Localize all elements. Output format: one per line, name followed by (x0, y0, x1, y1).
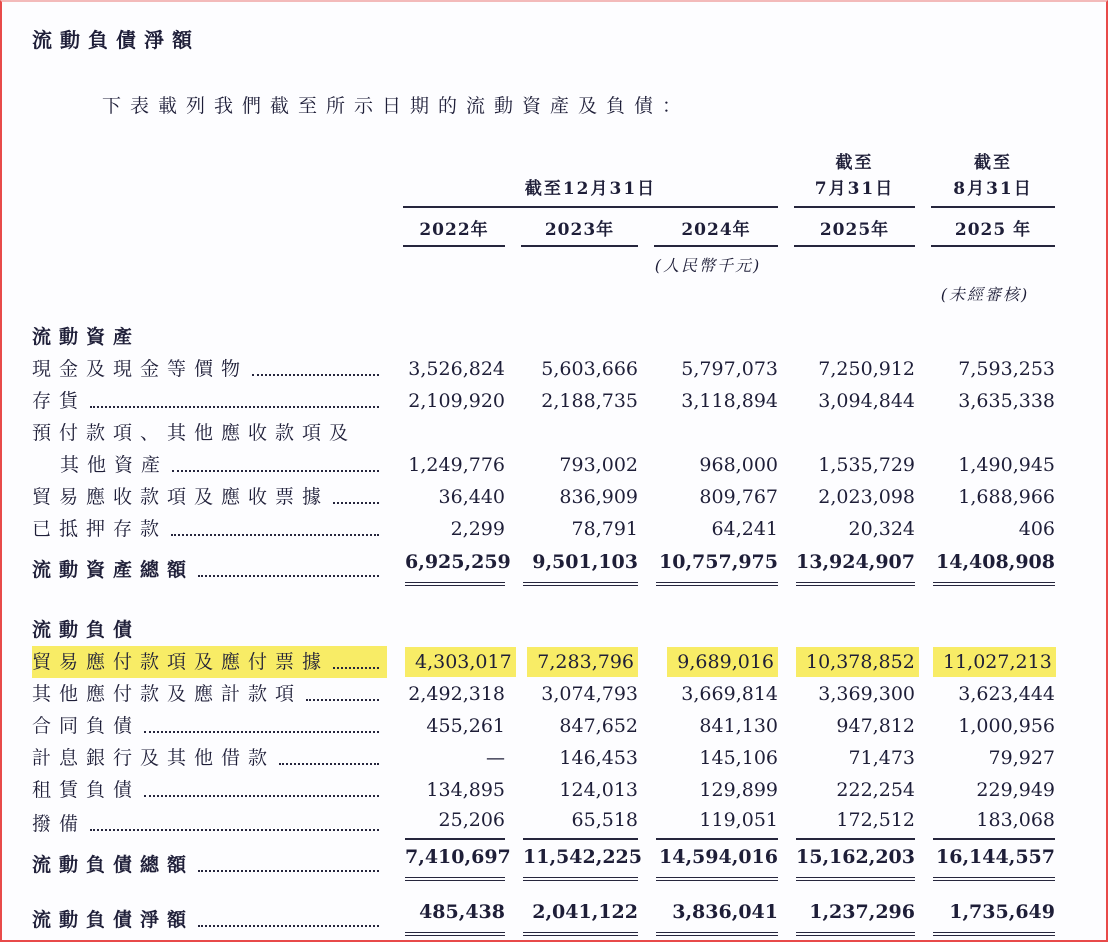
table-header-unit-note-row (32, 253, 1057, 276)
column-group-jul31 (794, 150, 915, 208)
value-cell (638, 449, 778, 481)
value-cell (387, 774, 505, 806)
value-text: 7,250,912 (818, 358, 915, 380)
value-text: 229,949 (976, 779, 1055, 801)
value-cell (915, 449, 1055, 481)
value-cell (778, 449, 915, 481)
value-text: 3,094,844 (818, 390, 915, 412)
dot-leader (144, 795, 379, 797)
column-group-aug31-line1: 截至 (974, 153, 1012, 173)
spacer-row (32, 590, 1057, 614)
value-text: 4,303,017 (405, 647, 516, 677)
row-label (32, 353, 387, 385)
value-cell (387, 806, 505, 840)
row-label-text: 流動資產總額 (32, 559, 195, 581)
value-cell (505, 481, 638, 513)
value-cell (387, 481, 505, 513)
value-cell (778, 513, 915, 545)
value-cell (387, 513, 505, 545)
table-row (32, 806, 1057, 840)
value-cell (778, 547, 915, 586)
value-cell (915, 806, 1055, 840)
dot-leader (333, 667, 379, 669)
value-cell (387, 353, 505, 385)
value-text: 64,241 (711, 518, 778, 540)
value-text: 11,542,225 (523, 846, 642, 868)
value-text: 5,603,666 (541, 358, 638, 380)
value-cell (638, 385, 778, 417)
value-cell (638, 842, 778, 881)
table-body (32, 321, 1057, 936)
value-cell (638, 678, 778, 710)
value-cell (915, 385, 1055, 417)
value-text: 968,000 (699, 454, 778, 476)
value-text: 20,324 (848, 518, 915, 540)
value-text: 14,408,908 (936, 551, 1055, 573)
row-label (32, 385, 387, 417)
dot-leader (90, 406, 379, 408)
value-cell (387, 742, 505, 774)
value-cell (638, 353, 778, 385)
value-cell (387, 449, 505, 481)
value-text: 1,249,776 (408, 454, 505, 476)
table-row (32, 385, 1057, 417)
value-text: 78,791 (571, 518, 638, 540)
value-text: 3,635,338 (958, 390, 1055, 412)
dot-leader (144, 731, 379, 733)
column-group-jul31-line2: 7月31日 (814, 179, 895, 199)
row-label (32, 742, 387, 774)
value-cell (778, 806, 915, 840)
value-cell (778, 842, 915, 881)
row-label-text: 計息銀行及其他借款 (32, 747, 276, 769)
dot-leader (198, 575, 379, 577)
row-label (32, 678, 387, 710)
section-header-row (32, 614, 1057, 646)
value-text: 134,895 (426, 779, 505, 801)
value-text: 3,074,793 (541, 683, 638, 705)
row-label-text: 流動資產 (32, 326, 141, 348)
value-text: 10,378,852 (796, 647, 919, 677)
value-cell (505, 774, 638, 806)
value-text: 809,767 (699, 486, 778, 508)
value-text: 3,118,894 (681, 390, 778, 412)
value-cell (915, 646, 1055, 678)
dot-leader (198, 925, 379, 927)
row-label-text: 現金及現金等價物 (32, 358, 249, 380)
value-cell (915, 353, 1055, 385)
value-text: 406 (1018, 518, 1055, 540)
value-cell (778, 774, 915, 806)
value-text: 7,410,697 (405, 846, 511, 868)
value-cell (778, 385, 915, 417)
value-cell (638, 547, 778, 586)
table-row (32, 547, 1057, 586)
column-group-dec31 (403, 150, 778, 208)
value-cell (387, 897, 505, 936)
value-text: 793,002 (559, 454, 638, 476)
table-row (32, 646, 1057, 678)
value-text: 172,512 (836, 809, 915, 831)
row-label-text: 撥備 (32, 813, 87, 835)
value-cell (505, 842, 642, 881)
row-label-text: 流動負債淨額 (32, 909, 195, 931)
value-text: 1,688,966 (958, 486, 1055, 508)
column-header-2022: 2022年 (403, 215, 505, 247)
value-cell (915, 742, 1055, 774)
value-text: 947,812 (836, 715, 915, 737)
value-text: 124,013 (559, 779, 638, 801)
value-text: 5,797,073 (681, 358, 778, 380)
value-text: 1,490,945 (958, 454, 1055, 476)
value-text: 145,106 (699, 747, 778, 769)
value-cell (638, 513, 778, 545)
row-label-text: 其他應付款及應計款項 (32, 683, 303, 705)
column-group-aug31-line2: 8月31日 (953, 179, 1033, 199)
value-text: 9,501,103 (532, 551, 638, 573)
row-label-text: 存貨 (32, 390, 87, 412)
section-header-row (32, 321, 1057, 353)
table-row (32, 481, 1057, 513)
value-cell (505, 710, 638, 742)
column-header-2023: 2023年 (521, 215, 638, 247)
table-row (32, 449, 1057, 481)
value-text: 1,735,649 (949, 901, 1055, 923)
value-cell (638, 742, 778, 774)
value-cell (778, 678, 915, 710)
value-cell (505, 646, 638, 678)
value-cell (505, 806, 638, 840)
value-cell (505, 513, 638, 545)
value-cell (778, 742, 915, 774)
table-header-years (32, 215, 1057, 247)
dot-leader (172, 470, 379, 472)
value-cell (778, 481, 915, 513)
row-label (32, 806, 387, 840)
value-cell (387, 547, 511, 586)
value-text: 7,283,796 (527, 647, 638, 677)
row-label (32, 646, 387, 678)
table-row (32, 678, 1057, 710)
value-cell (915, 481, 1055, 513)
dot-leader (279, 763, 379, 765)
dot-leader (198, 870, 379, 872)
value-text: 3,526,824 (408, 358, 505, 380)
header-gap (32, 305, 1057, 321)
value-text: 6,925,259 (405, 551, 511, 573)
value-cell (778, 897, 915, 936)
dot-leader (90, 829, 379, 831)
value-text: 71,473 (848, 747, 915, 769)
value-cell (915, 547, 1055, 586)
value-text: 79,927 (988, 747, 1055, 769)
value-cell (505, 547, 638, 586)
value-cell (915, 513, 1055, 545)
value-text: 847,652 (559, 715, 638, 737)
current-assets-liabilities-table (32, 150, 1057, 936)
table-row (32, 742, 1057, 774)
row-label-text: 租賃負債 (32, 779, 141, 801)
row-label (32, 897, 387, 936)
value-cell (915, 842, 1055, 881)
header-empty-cell (32, 150, 387, 208)
dot-leader (306, 699, 379, 701)
value-cell (915, 710, 1055, 742)
value-text: 146,453 (559, 747, 638, 769)
value-cell (778, 710, 915, 742)
value-cell (915, 897, 1055, 936)
value-text: 222,254 (836, 779, 915, 801)
row-label (32, 710, 387, 742)
unaudited-note: (未經審核) (940, 285, 1030, 304)
row-label (32, 547, 387, 586)
table-header-groups (32, 150, 1057, 208)
row-label-text: 貿易應收款項及應收票據 (32, 486, 330, 508)
dot-leader (252, 374, 379, 376)
row-label (32, 513, 387, 545)
value-cell (915, 678, 1055, 710)
value-text: 2,492,318 (408, 683, 505, 705)
value-text: 13,924,907 (796, 551, 915, 573)
value-text: 2,041,122 (532, 901, 638, 923)
value-text: 2,299 (450, 518, 505, 540)
page-title: 流動負債淨額 (32, 28, 200, 52)
value-cell (638, 710, 778, 742)
dot-leader (171, 534, 379, 536)
value-cell (638, 806, 778, 840)
value-text: 1,535,729 (818, 454, 915, 476)
row-label-text: 流動負債 (32, 619, 141, 641)
value-text: 2,109,920 (408, 390, 505, 412)
row-label-text: 預付款項、其他應收款項及 (32, 422, 357, 444)
value-cell (387, 710, 505, 742)
row-label (32, 321, 1055, 353)
row-label (32, 774, 387, 806)
value-cell (505, 897, 638, 936)
value-text: 14,594,016 (659, 846, 778, 868)
row-label-text: 已抵押存款 (32, 518, 168, 540)
value-cell (778, 646, 915, 678)
value-text: 1,237,296 (809, 901, 915, 923)
value-text: 16,144,557 (936, 846, 1055, 868)
row-label (32, 842, 387, 881)
value-text: 36,440 (438, 486, 505, 508)
table-header-unaudited-row (32, 276, 1057, 305)
value-cell (638, 774, 778, 806)
value-cell (505, 449, 638, 481)
value-cell (387, 385, 505, 417)
value-text: — (486, 747, 505, 769)
table-row (32, 710, 1057, 742)
value-text: 119,051 (699, 809, 778, 831)
value-text: 11,027,213 (933, 647, 1056, 677)
table-row (32, 513, 1057, 545)
table-row (32, 774, 1057, 806)
value-text: 2,023,098 (818, 486, 915, 508)
dot-leader (333, 502, 379, 504)
value-cell (387, 842, 511, 881)
unit-note: (人民幣千元) (654, 256, 762, 275)
value-text: 3,369,300 (818, 683, 915, 705)
column-header-2025-jul: 2025年 (794, 215, 915, 247)
row-label-text: 合同負債 (32, 715, 141, 737)
value-text: 10,757,975 (659, 551, 778, 573)
value-text: 7,593,253 (958, 358, 1055, 380)
table-row (32, 897, 1057, 936)
value-cell (505, 385, 638, 417)
row-label (32, 614, 1055, 646)
value-text: 15,162,203 (796, 846, 915, 868)
row-label-text: 貿易應付款項及應付票據 (32, 651, 330, 673)
value-text: 3,623,444 (958, 683, 1055, 705)
spacer-row (32, 885, 1057, 895)
intro-text: 下表載列我們截至所示日期的流動資產及負債： (102, 95, 691, 117)
row-label (32, 481, 387, 513)
value-text: 2,188,735 (541, 390, 638, 412)
row-label-text: 流動負債總額 (32, 854, 195, 876)
value-cell (638, 481, 778, 513)
header-empty-cell (32, 215, 387, 247)
column-header-2024: 2024年 (654, 215, 778, 247)
value-text: 3,836,041 (672, 901, 778, 923)
value-cell (638, 897, 778, 936)
value-cell (387, 678, 505, 710)
row-label (32, 449, 387, 481)
column-group-jul31-line1: 截至 (835, 153, 874, 173)
value-text: 455,261 (426, 715, 505, 737)
column-header-2025-aug: 2025 年 (931, 215, 1055, 247)
value-cell (505, 678, 638, 710)
value-text: 183,068 (976, 809, 1055, 831)
value-text: 129,899 (699, 779, 778, 801)
table-row (32, 353, 1057, 385)
value-cell (638, 646, 778, 678)
value-cell (387, 646, 512, 678)
value-text: 3,669,814 (681, 683, 778, 705)
value-text: 1,000,956 (958, 715, 1055, 737)
table-row (32, 842, 1057, 881)
row-label-text: 其他資產 (60, 454, 169, 476)
value-text: 9,689,016 (667, 647, 778, 677)
table-row (32, 417, 1057, 449)
column-group-aug31 (931, 150, 1055, 208)
value-cell (915, 774, 1055, 806)
value-text: 841,130 (699, 715, 778, 737)
value-cell (505, 353, 638, 385)
value-cell (505, 742, 638, 774)
column-group-dec31-label: 截至12月31日 (524, 179, 657, 199)
value-text: 836,909 (559, 486, 638, 508)
value-text: 485,438 (419, 901, 505, 923)
value-text: 25,206 (438, 809, 505, 831)
value-text: 65,518 (571, 809, 638, 831)
value-cell (778, 353, 915, 385)
row-label (32, 417, 1055, 449)
